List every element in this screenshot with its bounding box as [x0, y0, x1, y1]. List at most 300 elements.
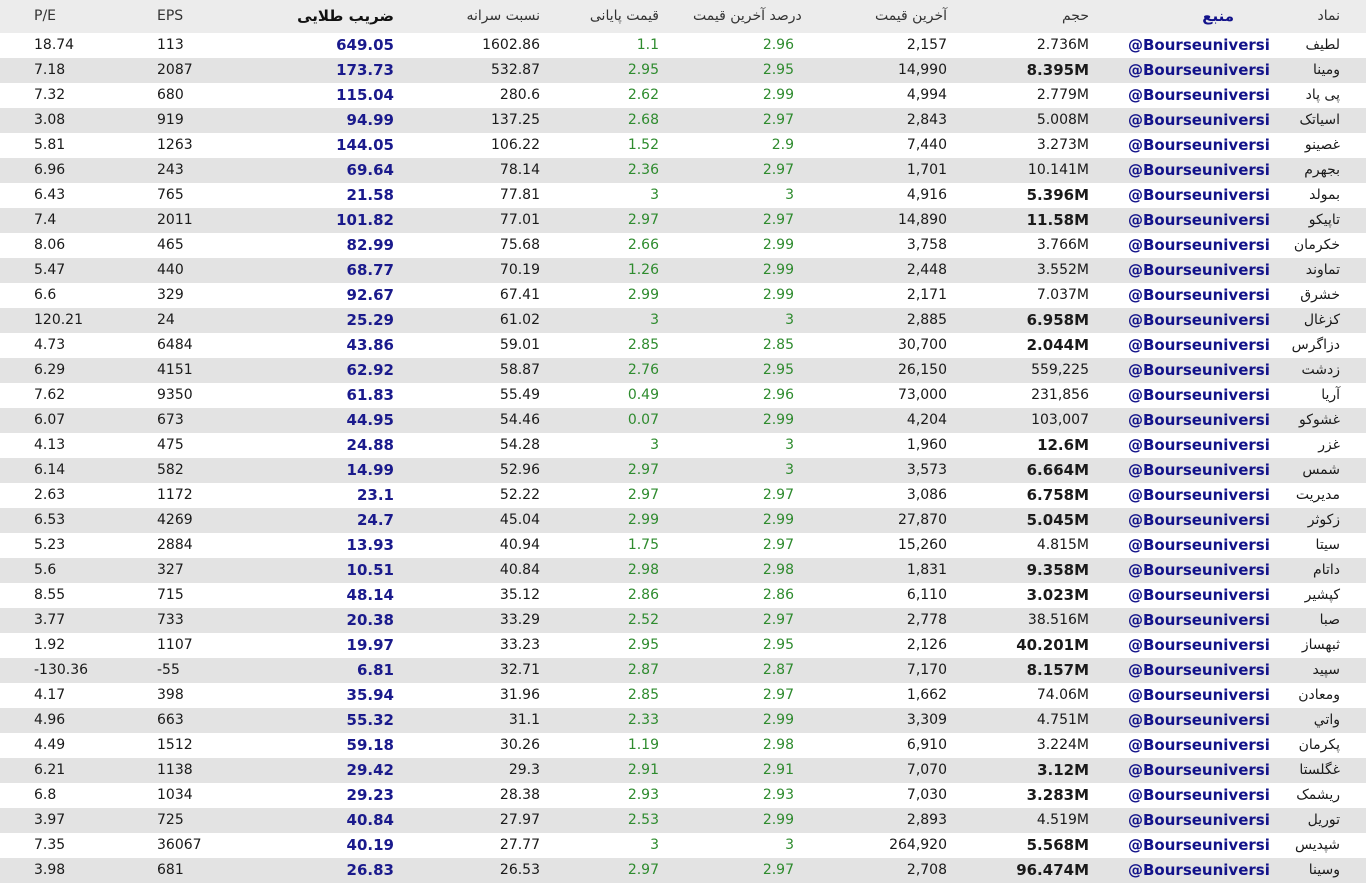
- gold-ratio-cell: 23.1: [356, 486, 394, 504]
- symbol-cell[interactable]: غزر: [1318, 437, 1340, 453]
- symbol-cell[interactable]: شپدیس: [1294, 837, 1340, 853]
- table-row[interactable]: [0, 408, 1366, 433]
- eps-cell: 440: [157, 262, 184, 278]
- table-row[interactable]: [0, 608, 1366, 633]
- table-row[interactable]: [0, 683, 1366, 708]
- header-eps[interactable]: EPS: [157, 8, 184, 24]
- source-link[interactable]: @Bourseuniversi: [1128, 136, 1270, 154]
- source-link[interactable]: @Bourseuniversi: [1128, 236, 1270, 254]
- source-link[interactable]: @Bourseuniversi: [1128, 36, 1270, 54]
- per-capita-ratio-cell: 35.12: [499, 587, 540, 603]
- last-price-percent-cell: 2.99: [762, 237, 794, 253]
- last-price-cell: 2,171: [906, 287, 947, 303]
- pe-cell: 5.81: [34, 137, 66, 153]
- table-row[interactable]: [0, 108, 1366, 133]
- last-price-cell: 2,893: [906, 812, 947, 828]
- volume-cell: 2.044M: [1026, 336, 1089, 354]
- gold-ratio-cell: 24.88: [346, 436, 394, 454]
- eps-cell: 1034: [157, 787, 193, 803]
- gold-ratio-cell: 26.83: [346, 861, 394, 879]
- table-row[interactable]: [0, 283, 1366, 308]
- last-price-percent-cell: 2.99: [762, 512, 794, 528]
- per-capita-ratio-cell: 40.94: [499, 537, 540, 553]
- volume-cell: 11.58M: [1026, 211, 1089, 229]
- source-link[interactable]: @Bourseuniversi: [1128, 811, 1270, 829]
- pe-cell: 120.21: [34, 312, 83, 328]
- source-link[interactable]: @Bourseuniversi: [1128, 186, 1270, 204]
- symbol-cell[interactable]: زکوثر: [1307, 512, 1340, 528]
- source-link[interactable]: @Bourseuniversi: [1128, 436, 1270, 454]
- header-per-capita-ratio[interactable]: نسبت سرانه: [466, 8, 540, 24]
- table-row[interactable]: [0, 233, 1366, 258]
- pe-cell: 3.98: [34, 862, 66, 878]
- pe-cell: 8.06: [34, 237, 66, 253]
- table-row[interactable]: [0, 858, 1366, 883]
- per-capita-ratio-cell: 45.04: [499, 512, 540, 528]
- source-link[interactable]: @Bourseuniversi: [1128, 536, 1270, 554]
- symbol-cell[interactable]: سیتا: [1315, 537, 1340, 553]
- symbol-cell[interactable]: آریا: [1321, 387, 1340, 403]
- source-link[interactable]: @Bourseuniversi: [1128, 836, 1270, 854]
- volume-cell: 40.201M: [1016, 636, 1089, 654]
- table-row[interactable]: [0, 708, 1366, 733]
- symbol-cell[interactable]: زدشت: [1301, 362, 1340, 378]
- source-link[interactable]: @Bourseuniversi: [1128, 586, 1270, 604]
- gold-ratio-cell: 25.29: [346, 311, 394, 329]
- symbol-cell[interactable]: پکرمان: [1298, 737, 1340, 753]
- volume-cell: 3.766M: [1036, 237, 1089, 253]
- gold-ratio-cell: 92.67: [346, 286, 394, 304]
- per-capita-ratio-cell: 77.01: [499, 212, 540, 228]
- gold-ratio-cell: 115.04: [336, 86, 394, 104]
- table-header-row: [0, 0, 1366, 33]
- source-link[interactable]: @Bourseuniversi: [1128, 211, 1270, 229]
- per-capita-ratio-cell: 54.28: [499, 437, 540, 453]
- last-price-percent-cell: 2.95: [762, 362, 794, 378]
- pe-cell: 3.08: [34, 112, 66, 128]
- last-price-cell: 4,916: [906, 187, 947, 203]
- eps-cell: 1107: [157, 637, 193, 653]
- symbol-cell[interactable]: ومینا: [1313, 62, 1340, 78]
- source-link[interactable]: @Bourseuniversi: [1128, 511, 1270, 529]
- last-price-percent-cell: 2.97: [762, 212, 794, 228]
- pe-cell: -130.36: [34, 662, 89, 678]
- last-price-percent-cell: 2.97: [762, 112, 794, 128]
- last-price-cell: 1,831: [906, 562, 947, 578]
- per-capita-ratio-cell: 31.96: [499, 687, 540, 703]
- last-price-percent-cell: 2.96: [762, 37, 794, 53]
- table-row[interactable]: [0, 183, 1366, 208]
- final-price-cell: 2.99: [627, 287, 659, 303]
- final-price-cell: 2.93: [627, 787, 659, 803]
- pe-cell: 18.74: [34, 37, 75, 53]
- gold-ratio-cell: 20.38: [346, 611, 394, 629]
- symbol-cell[interactable]: لطیف: [1305, 37, 1340, 53]
- last-price-percent-cell: 3: [785, 462, 794, 478]
- gold-ratio-cell: 21.58: [346, 186, 394, 204]
- per-capita-ratio-cell: 52.22: [499, 487, 540, 503]
- symbol-cell[interactable]: تاپیکو: [1308, 212, 1340, 228]
- last-price-percent-cell: 2.97: [762, 612, 794, 628]
- gold-ratio-cell: 40.84: [346, 811, 394, 829]
- pe-cell: 2.63: [34, 487, 66, 503]
- table-row[interactable]: [0, 533, 1366, 558]
- symbol-cell[interactable]: خشرق: [1300, 287, 1340, 303]
- symbol-cell[interactable]: پی پاد: [1305, 87, 1340, 103]
- volume-cell: 8.395M: [1026, 61, 1089, 79]
- final-price-cell: 2.62: [627, 87, 659, 103]
- last-price-percent-cell: 2.93: [762, 787, 794, 803]
- last-price-percent-cell: 2.91: [762, 762, 794, 778]
- per-capita-ratio-cell: 106.22: [491, 137, 540, 153]
- pe-cell: 6.8: [34, 787, 57, 803]
- header-source[interactable]: منبع: [1202, 7, 1234, 25]
- source-link[interactable]: @Bourseuniversi: [1128, 336, 1270, 354]
- source-link[interactable]: @Bourseuniversi: [1128, 61, 1270, 79]
- eps-cell: 673: [157, 412, 184, 428]
- volume-cell: 4.519M: [1036, 812, 1089, 828]
- per-capita-ratio-cell: 52.96: [499, 462, 540, 478]
- header-symbol[interactable]: نماد: [1317, 8, 1340, 24]
- final-price-cell: 1.1: [636, 37, 659, 53]
- volume-cell: 5.396M: [1026, 186, 1089, 204]
- source-link[interactable]: @Bourseuniversi: [1128, 761, 1270, 779]
- table-row[interactable]: [0, 333, 1366, 358]
- table-row[interactable]: [0, 783, 1366, 808]
- source-link[interactable]: @Bourseuniversi: [1128, 636, 1270, 654]
- eps-cell: 2884: [157, 537, 193, 553]
- table-row[interactable]: [0, 758, 1366, 783]
- table-row[interactable]: [0, 258, 1366, 283]
- source-link[interactable]: @Bourseuniversi: [1128, 661, 1270, 679]
- last-price-cell: 2,126: [906, 637, 947, 653]
- final-price-cell: 3: [650, 312, 659, 328]
- symbol-cell[interactable]: شمس: [1302, 462, 1340, 478]
- per-capita-ratio-cell: 29.3: [508, 762, 540, 778]
- table-row[interactable]: [0, 633, 1366, 658]
- last-price-cell: 30,700: [898, 337, 947, 353]
- last-price-percent-cell: 2.97: [762, 537, 794, 553]
- last-price-cell: 2,448: [906, 262, 947, 278]
- gold-ratio-cell: 13.93: [346, 536, 394, 554]
- symbol-cell[interactable]: تماوند: [1305, 262, 1340, 278]
- last-price-percent-cell: 3: [785, 187, 794, 203]
- table-row[interactable]: [0, 558, 1366, 583]
- final-price-cell: 2.33: [627, 712, 659, 728]
- source-link[interactable]: @Bourseuniversi: [1128, 486, 1270, 504]
- symbol-cell[interactable]: غگلستا: [1299, 762, 1340, 778]
- source-link[interactable]: @Bourseuniversi: [1128, 861, 1270, 879]
- table-row[interactable]: [0, 833, 1366, 858]
- source-link[interactable]: @Bourseuniversi: [1128, 711, 1270, 729]
- last-price-cell: 3,758: [906, 237, 947, 253]
- source-link[interactable]: @Bourseuniversi: [1128, 111, 1270, 129]
- eps-cell: 465: [157, 237, 184, 253]
- final-price-cell: 3: [650, 837, 659, 853]
- source-link[interactable]: @Bourseuniversi: [1128, 736, 1270, 754]
- pe-cell: 8.55: [34, 587, 66, 603]
- final-price-cell: 2.86: [627, 587, 659, 603]
- final-price-cell: 2.97: [627, 487, 659, 503]
- eps-cell: 2087: [157, 62, 193, 78]
- last-price-percent-cell: 2.99: [762, 812, 794, 828]
- last-price-cell: 7,440: [906, 137, 947, 153]
- source-link[interactable]: @Bourseuniversi: [1128, 286, 1270, 304]
- header-final-price[interactable]: قیمت پایانی: [589, 8, 659, 24]
- pe-cell: 3.77: [34, 612, 66, 628]
- eps-cell: 715: [157, 587, 184, 603]
- final-price-cell: 2.36: [627, 162, 659, 178]
- gold-ratio-cell: 649.05: [336, 36, 394, 54]
- pe-cell: 5.47: [34, 262, 66, 278]
- eps-cell: 6484: [157, 337, 193, 353]
- table-row[interactable]: [0, 433, 1366, 458]
- last-price-percent-cell: 3: [785, 437, 794, 453]
- symbol-cell[interactable]: خکرمان: [1293, 237, 1340, 253]
- pe-cell: 5.23: [34, 537, 66, 553]
- pe-cell: 4.73: [34, 337, 66, 353]
- gold-ratio-cell: 82.99: [346, 236, 394, 254]
- eps-cell: 582: [157, 462, 184, 478]
- last-price-cell: 14,990: [898, 62, 947, 78]
- eps-cell: -55: [157, 662, 180, 678]
- eps-cell: 475: [157, 437, 184, 453]
- pe-cell: 4.49: [34, 737, 66, 753]
- pe-cell: 7.18: [34, 62, 66, 78]
- table-row[interactable]: [0, 158, 1366, 183]
- last-price-percent-cell: 2.86: [762, 587, 794, 603]
- per-capita-ratio-cell: 26.53: [499, 862, 540, 878]
- symbol-cell[interactable]: دزاگرس: [1291, 337, 1340, 353]
- eps-cell: 1138: [157, 762, 193, 778]
- symbol-cell[interactable]: صبا: [1319, 612, 1340, 628]
- symbol-cell[interactable]: غشوکو: [1299, 412, 1340, 428]
- gold-ratio-cell: 68.77: [346, 261, 394, 279]
- pe-cell: 7.32: [34, 87, 66, 103]
- source-link[interactable]: @Bourseuniversi: [1128, 686, 1270, 704]
- last-price-percent-cell: 2.97: [762, 687, 794, 703]
- volume-cell: 3.12M: [1037, 761, 1089, 779]
- eps-cell: 1172: [157, 487, 193, 503]
- final-price-cell: 2.53: [627, 812, 659, 828]
- volume-cell: 74.06M: [1036, 687, 1089, 703]
- symbol-cell[interactable]: غصینو: [1304, 137, 1340, 153]
- source-link[interactable]: @Bourseuniversi: [1128, 611, 1270, 629]
- pe-cell: 6.21: [34, 762, 66, 778]
- per-capita-ratio-cell: 54.46: [499, 412, 540, 428]
- table-row[interactable]: [0, 308, 1366, 333]
- final-price-cell: 2.76: [627, 362, 659, 378]
- symbol-cell[interactable]: واتي: [1313, 712, 1340, 728]
- eps-cell: 1263: [157, 137, 193, 153]
- gold-ratio-cell: 29.23: [346, 786, 394, 804]
- per-capita-ratio-cell: 55.49: [499, 387, 540, 403]
- symbol-cell[interactable]: مدیریت: [1295, 487, 1340, 503]
- pe-cell: 5.6: [34, 562, 57, 578]
- final-price-cell: 2.98: [627, 562, 659, 578]
- per-capita-ratio-cell: 33.29: [499, 612, 540, 628]
- final-price-cell: 2.91: [627, 762, 659, 778]
- last-price-cell: 1,960: [906, 437, 947, 453]
- per-capita-ratio-cell: 31.1: [508, 712, 540, 728]
- last-price-cell: 2,778: [906, 612, 947, 628]
- source-link[interactable]: @Bourseuniversi: [1128, 261, 1270, 279]
- final-price-cell: 2.95: [627, 637, 659, 653]
- table-row[interactable]: [0, 358, 1366, 383]
- last-price-percent-cell: 2.99: [762, 287, 794, 303]
- gold-ratio-cell: 61.83: [346, 386, 394, 404]
- symbol-cell[interactable]: ومعادن: [1298, 687, 1340, 703]
- volume-cell: 7.037M: [1036, 287, 1089, 303]
- last-price-cell: 4,994: [906, 87, 947, 103]
- final-price-cell: 2.87: [627, 662, 659, 678]
- last-price-cell: 2,885: [906, 312, 947, 328]
- last-price-percent-cell: 2.98: [762, 737, 794, 753]
- table-row[interactable]: [0, 133, 1366, 158]
- volume-cell: 5.008M: [1036, 112, 1089, 128]
- symbol-cell[interactable]: بجهرم: [1304, 162, 1340, 178]
- per-capita-ratio-cell: 61.02: [499, 312, 540, 328]
- volume-cell: 103,007: [1031, 412, 1089, 428]
- final-price-cell: 3: [650, 437, 659, 453]
- header-last-price-percent[interactable]: درصد آخرین قیمت: [693, 8, 802, 24]
- source-link[interactable]: @Bourseuniversi: [1128, 786, 1270, 804]
- gold-ratio-cell: 173.73: [336, 61, 394, 79]
- source-link[interactable]: @Bourseuniversi: [1128, 161, 1270, 179]
- symbol-cell[interactable]: توریل: [1307, 812, 1340, 828]
- final-price-cell: 0.49: [627, 387, 659, 403]
- symbol-cell[interactable]: ثبهساز: [1301, 637, 1340, 653]
- gold-ratio-cell: 94.99: [346, 111, 394, 129]
- source-link[interactable]: @Bourseuniversi: [1128, 86, 1270, 104]
- last-price-cell: 7,170: [906, 662, 947, 678]
- eps-cell: 919: [157, 112, 184, 128]
- per-capita-ratio-cell: 137.25: [491, 112, 540, 128]
- source-link[interactable]: @Bourseuniversi: [1128, 311, 1270, 329]
- table-row[interactable]: [0, 483, 1366, 508]
- last-price-percent-cell: 2.99: [762, 412, 794, 428]
- per-capita-ratio-cell: 27.77: [499, 837, 540, 853]
- pe-cell: 4.17: [34, 687, 66, 703]
- final-price-cell: 2.68: [627, 112, 659, 128]
- table-row[interactable]: [0, 733, 1366, 758]
- table-row[interactable]: [0, 583, 1366, 608]
- header-pe[interactable]: P/E: [34, 8, 57, 24]
- final-price-cell: 3: [650, 187, 659, 203]
- last-price-cell: 6,110: [906, 587, 947, 603]
- table-row[interactable]: [0, 808, 1366, 833]
- pe-cell: 6.29: [34, 362, 66, 378]
- last-price-cell: 4,204: [906, 412, 947, 428]
- pe-cell: 4.96: [34, 712, 66, 728]
- last-price-percent-cell: 2.95: [762, 62, 794, 78]
- table-row[interactable]: [0, 208, 1366, 233]
- final-price-cell: 2.85: [627, 687, 659, 703]
- table-row[interactable]: [0, 658, 1366, 683]
- per-capita-ratio-cell: 280.6: [499, 87, 540, 103]
- symbol-cell[interactable]: کزغال: [1303, 312, 1340, 328]
- last-price-cell: 7,070: [906, 762, 947, 778]
- final-price-cell: 2.66: [627, 237, 659, 253]
- last-price-cell: 1,662: [906, 687, 947, 703]
- symbol-cell[interactable]: سپید: [1312, 662, 1340, 678]
- symbol-cell[interactable]: کپشیر: [1304, 587, 1340, 603]
- symbol-cell[interactable]: وسینا: [1308, 862, 1340, 878]
- table-row[interactable]: [0, 508, 1366, 533]
- table-row[interactable]: [0, 83, 1366, 108]
- symbol-cell[interactable]: اسیاتک: [1299, 112, 1340, 128]
- per-capita-ratio-cell: 28.38: [499, 787, 540, 803]
- header-gold-ratio[interactable]: ضریب طلایی: [297, 7, 394, 25]
- last-price-cell: 26,150: [898, 362, 947, 378]
- eps-cell: 113: [157, 37, 184, 53]
- eps-cell: 398: [157, 687, 184, 703]
- gold-ratio-cell: 14.99: [346, 461, 394, 479]
- eps-cell: 765: [157, 187, 184, 203]
- last-price-cell: 7,030: [906, 787, 947, 803]
- gold-ratio-cell: 55.32: [346, 711, 394, 729]
- header-last-price[interactable]: آخرین قیمت: [874, 8, 947, 24]
- per-capita-ratio-cell: 532.87: [491, 62, 540, 78]
- table-row[interactable]: [0, 458, 1366, 483]
- per-capita-ratio-cell: 70.19: [499, 262, 540, 278]
- table-row[interactable]: [0, 58, 1366, 83]
- last-price-cell: 15,260: [898, 537, 947, 553]
- source-link[interactable]: @Bourseuniversi: [1128, 561, 1270, 579]
- per-capita-ratio-cell: 58.87: [499, 362, 540, 378]
- gold-ratio-cell: 69.64: [346, 161, 394, 179]
- eps-cell: 4269: [157, 512, 193, 528]
- table-row[interactable]: [0, 33, 1366, 58]
- volume-cell: 12.6M: [1037, 436, 1089, 454]
- symbol-cell[interactable]: ریشمک: [1296, 787, 1340, 803]
- final-price-cell: 1.26: [627, 262, 659, 278]
- last-price-percent-cell: 2.95: [762, 637, 794, 653]
- volume-cell: 6.958M: [1026, 311, 1089, 329]
- final-price-cell: 2.85: [627, 337, 659, 353]
- eps-cell: 24: [157, 312, 175, 328]
- final-price-cell: 2.97: [627, 212, 659, 228]
- volume-cell: 2.779M: [1036, 87, 1089, 103]
- source-link[interactable]: @Bourseuniversi: [1128, 386, 1270, 404]
- source-link[interactable]: @Bourseuniversi: [1128, 461, 1270, 479]
- table-row[interactable]: [0, 383, 1366, 408]
- last-price-cell: 14,890: [898, 212, 947, 228]
- eps-cell: 725: [157, 812, 184, 828]
- source-link[interactable]: @Bourseuniversi: [1128, 361, 1270, 379]
- table-body: [0, 33, 1366, 883]
- source-link[interactable]: @Bourseuniversi: [1128, 411, 1270, 429]
- per-capita-ratio-cell: 30.26: [499, 737, 540, 753]
- volume-cell: 4.815M: [1036, 537, 1089, 553]
- final-price-cell: 1.19: [627, 737, 659, 753]
- final-price-cell: 1.52: [627, 137, 659, 153]
- final-price-cell: 2.99: [627, 512, 659, 528]
- last-price-percent-cell: 2.97: [762, 162, 794, 178]
- pe-cell: 1.92: [34, 637, 66, 653]
- eps-cell: 36067: [157, 837, 202, 853]
- last-price-cell: 3,573: [906, 462, 947, 478]
- volume-cell: 3.283M: [1026, 786, 1089, 804]
- gold-ratio-cell: 62.92: [346, 361, 394, 379]
- last-price-cell: 3,309: [906, 712, 947, 728]
- volume-cell: 5.568M: [1026, 836, 1089, 854]
- header-volume[interactable]: حجم: [1061, 8, 1089, 24]
- eps-cell: 733: [157, 612, 184, 628]
- symbol-cell[interactable]: بمولد: [1309, 187, 1340, 203]
- pe-cell: 6.6: [34, 287, 57, 303]
- symbol-cell[interactable]: داتام: [1313, 562, 1340, 578]
